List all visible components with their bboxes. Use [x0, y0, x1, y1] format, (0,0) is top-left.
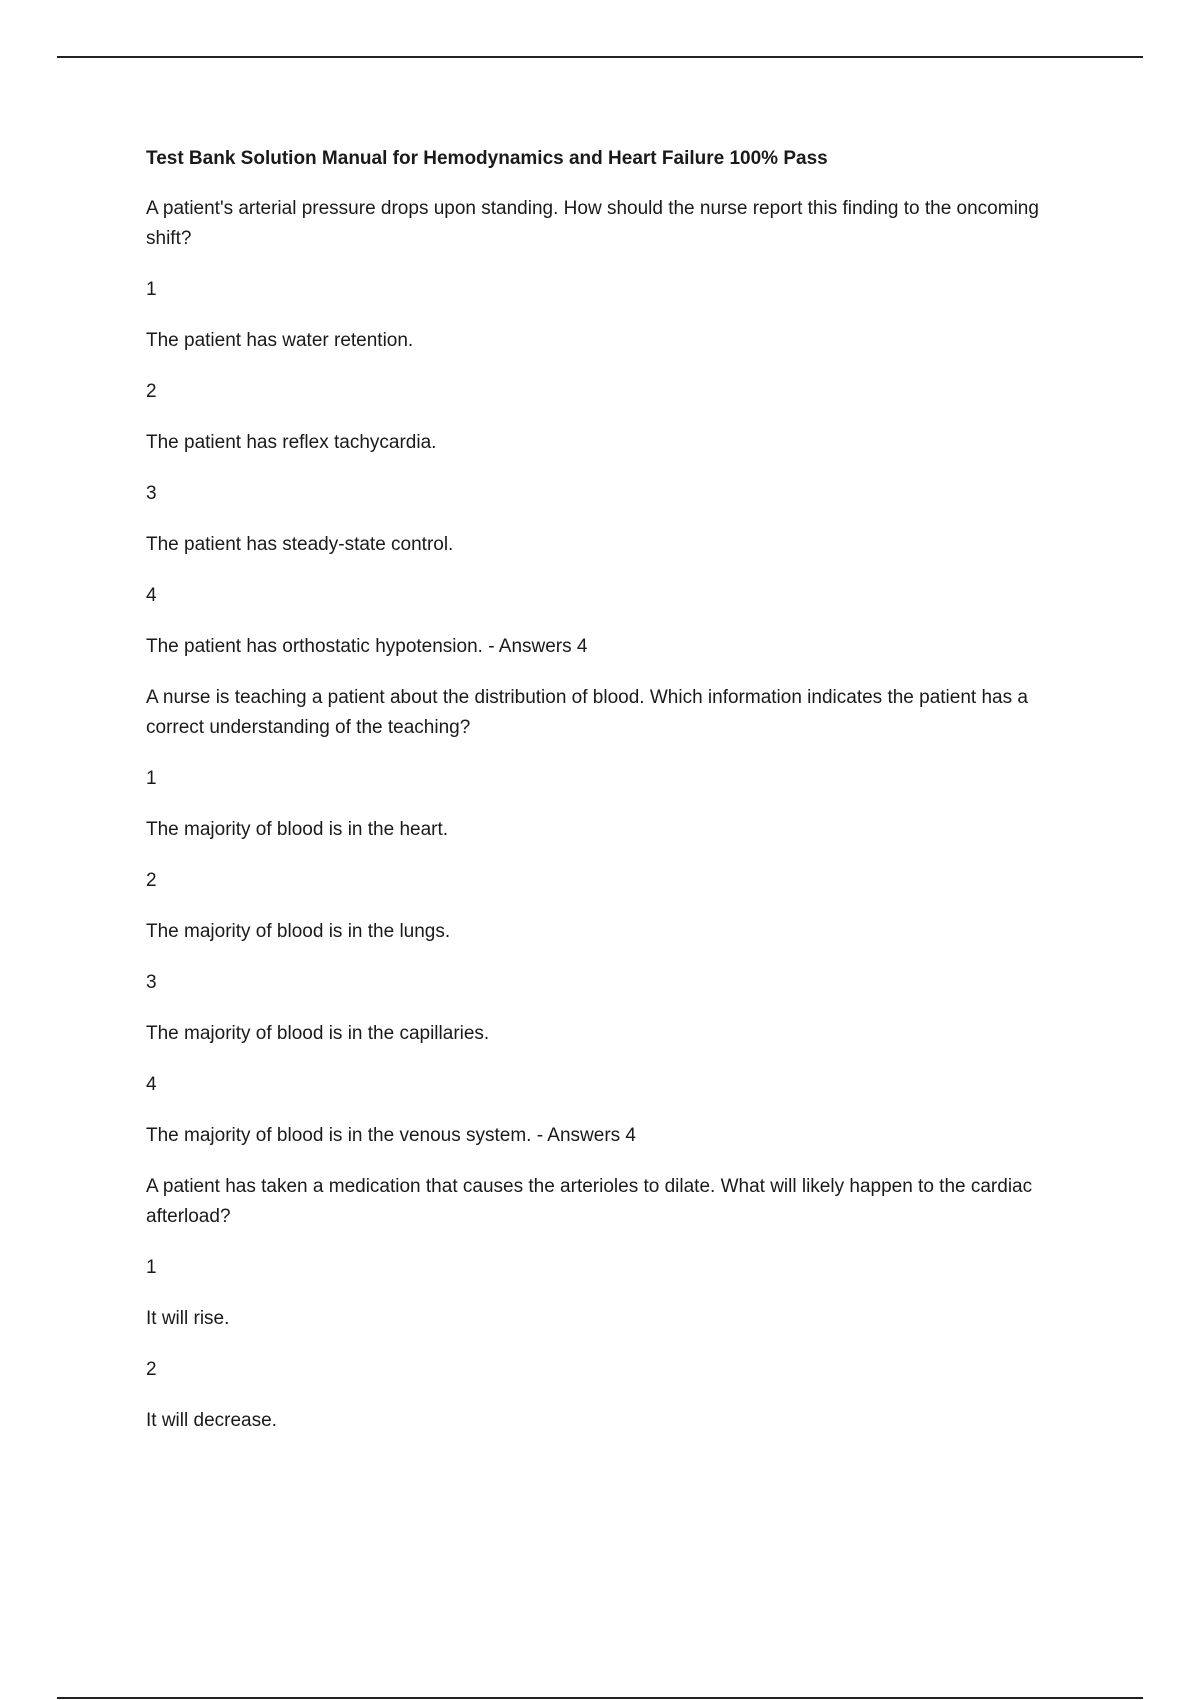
question-1-option-number: 3: [146, 483, 157, 504]
question-2-option-text: The majority of blood is in the capillaries.: [146, 1023, 490, 1044]
question-2-option-number: 4: [146, 1074, 157, 1095]
bottom-divider: [57, 1697, 1143, 1699]
question-1-option-number: 1: [146, 279, 157, 300]
question-2-text: A nurse is teaching a patient about the distribution of blood. Which information indicates the patient has a correct understanding of the teaching?: [146, 687, 1028, 738]
question-2-option-number: 1: [146, 768, 157, 789]
question-1-option-text: The patient has steady-state control.: [146, 534, 454, 555]
question-2-option-text: The majority of blood is in the heart.: [146, 819, 449, 840]
question-2-option-text: The majority of blood is in the lungs.: [146, 921, 451, 942]
question-1-text: A patient's arterial pressure drops upon standing. How should the nurse report this finding to the oncoming shift?: [146, 198, 1039, 249]
question-1-option-number: 2: [146, 381, 157, 402]
question-1-option-text: The patient has water retention.: [146, 330, 414, 351]
document-body: [146, 146, 1066, 1457]
top-divider: [57, 56, 1143, 58]
question-2-option-number: 2: [146, 870, 157, 891]
question-3-option-text: It will rise.: [146, 1308, 230, 1329]
question-1-option-text: The patient has reflex tachycardia.: [146, 432, 437, 453]
question-1-option-number: 4: [146, 585, 157, 606]
question-2-option-answer: The majority of blood is in the venous system. - Answers 4: [146, 1125, 636, 1146]
question-3-option-text: It will decrease.: [146, 1410, 277, 1431]
question-2-option-number: 3: [146, 972, 157, 993]
document-title: Test Bank Solution Manual for Hemodynamics and Heart Failure 100% Pass: [146, 148, 828, 169]
question-3-option-number: 1: [146, 1257, 157, 1278]
question-1-option-answer: The patient has orthostatic hypotension. - Answers 4: [146, 636, 588, 657]
question-3-text: A patient has taken a medication that causes the arterioles to dilate. What will likely happen to the cardiac afterload?: [146, 1176, 1033, 1227]
question-3-option-number: 2: [146, 1359, 157, 1380]
